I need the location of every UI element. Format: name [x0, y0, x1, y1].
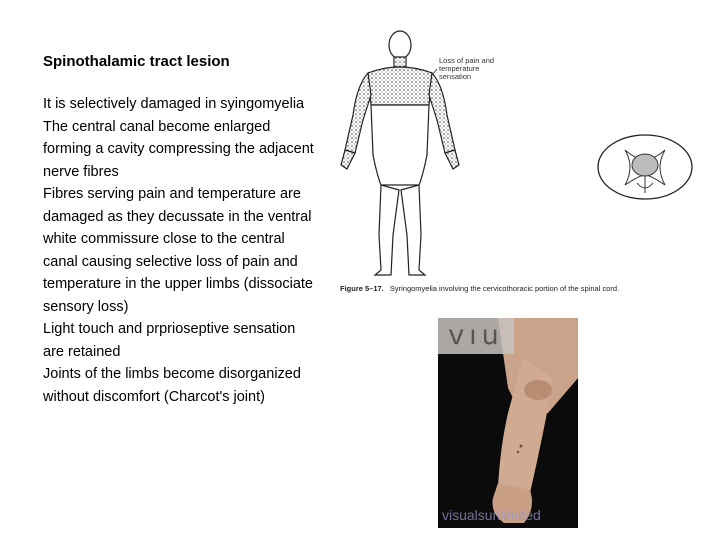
bullet-item: Joints of the limbs become disorganized without discomfort (Charcot's joint) [43, 366, 301, 405]
slide-title: Spinothalamic tract lesion [43, 53, 230, 70]
syringomyelia-figure [335, 25, 695, 297]
spinal-cord-section-icon [598, 135, 692, 199]
figure-label-line-1: Loss of pain and [439, 56, 495, 65]
bullet-item: Light touch and prprioseptive sensation are retained [43, 321, 296, 360]
svg-text:Figure 5–17. Syringomyel [340, 284, 619, 293]
vu-logo-badge: vıu [438, 318, 514, 354]
bullet-item: It is selectively damaged in syingomyelia [43, 96, 305, 112]
charcot-joint-photo [438, 318, 578, 528]
figure-label-line-2: temperature [439, 64, 480, 73]
bullet-item: Fibres serving pain and temperature are damaged as they decussate in the ventral white commissure close to the central canal causing selective loss of pain and temperature in the upper limbs (dissociate sensory loss) [43, 186, 313, 315]
photo-watermark: visualsunlimited [442, 507, 541, 523]
bullet-list [43, 93, 318, 408]
figure-caption-number: Figure 5–17. [340, 284, 384, 293]
figure-label-line-3: sensation [439, 72, 472, 81]
figure-caption-text: Syringomyelia involving the cervicothoracic portion of the spinal cord. [389, 284, 620, 293]
bullet-item: The central canal become enlarged forming a cavity compressing the adjacent nerve fibres [43, 118, 314, 180]
